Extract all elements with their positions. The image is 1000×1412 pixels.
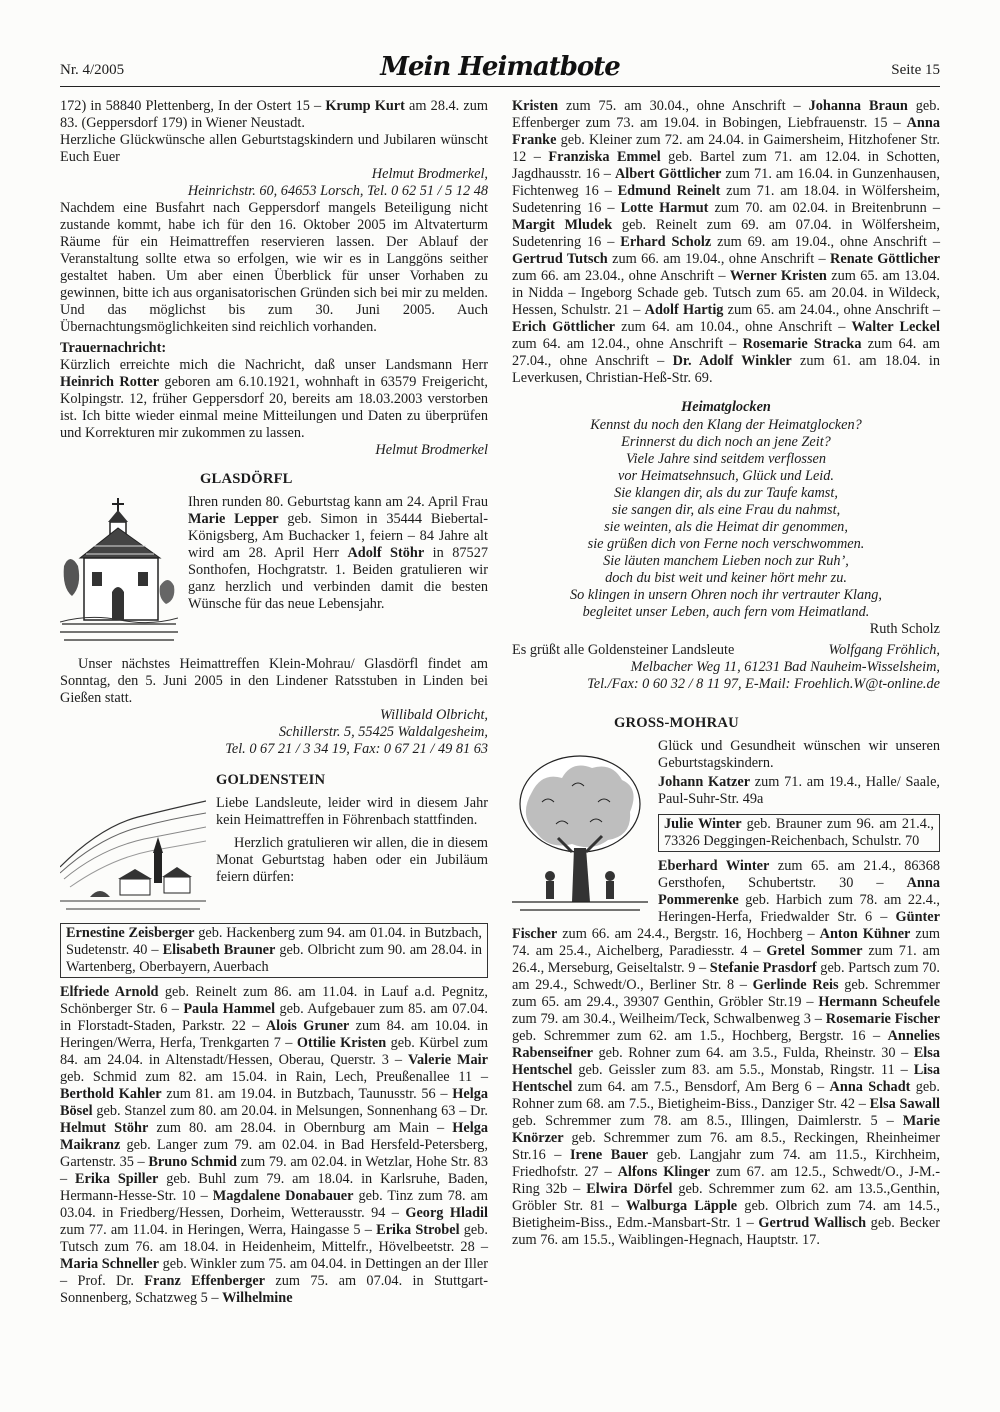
- poem-line: Sie klangen dir, als du zur Taufe kamst,: [614, 485, 838, 501]
- person-name: Stefanie Prasdorf: [709, 960, 817, 976]
- signature-name: Wolfgang Fröhlich,: [828, 642, 940, 658]
- person-name: Helga Bösel: [60, 1086, 488, 1119]
- poem-line: Kennst du noch den Klang der Heimatglocken?: [590, 417, 862, 433]
- goldenstein-congrats: Herzlich gratulieren wir allen, die in diesem Monat Geburtstag haben oder ein Jubiläum feiern dürfen:: [216, 835, 488, 885]
- greeting-text: [512, 642, 940, 659]
- birthday-list-continued: Kristen zum 75. am 30.04., ohne Anschrift – Johanna Braun geb. Effenberger zum 73. am 19.04. in Bobingen, Liebfrauenstr. 15 – Anna Franke geb. Kleiner zum 72. am 24.04. in Gaimersheim, Hitzhofener Str. 12 – Franziska Emmel geb. Bartel zum 71. am 12.04. in Schotten, Jagdhausstr. 16 – Albert Göttlicher zum 71. am 16.04. in Gunzenhausen, Fichtenweg 16 – Edmund Reinelt zum 71. am 18.04. in Wölfersheim, Sudetenring 16 – Lotte Harmut zum 70. am 02.04. in Breitenbrunn – Margit Mludek geb. Reinelt zum 69. am 07.04. in Wölfersheim, Sudetenring 16 – Erhard Scholz zum 69. am 19.04., ohne Anschrift – Gertrud Tutsch zum 66. am 19.04., ohne Anschrift – Renate Göttlicher zum 66. am 23.04., ohne Anschrift – Werner Kristen zum 65. am 13.04. in Nidda – Ingeborg Schade geb. Tutsch zum 65. am 20.04. in Wildeck, Hessen, Schulstr. 21 – Adolf Hartig zum 65. am 24.04., ohne Anschrift – Erich Göttlicher zum 64. am 10.04., ohne Anschrift – Walter Leckel zum 64. am 12.04., ohne Anschrift – Rosemarie Stracka zum 64. am 27.04., ohne Anschrift – Dr. Adolf Winkler zum 61. am 18.04. in Leverkusen, Christian-Heß-Str. 69.: [512, 98, 941, 386]
- person-name: Anton Kühner: [819, 926, 911, 942]
- person-name: Elsa Sawall: [869, 1096, 941, 1112]
- tree-illustration: [512, 752, 648, 914]
- person-name: Gertrud Wallisch: [758, 1215, 867, 1231]
- glasdoerfl-paragraph: Ihren runden 80. Geburtstag kann am 24. April Frau Marie Lepper geb. Simon in 35444 Biebertal-Königsberg, Am Buchacker 1, feiern – 84 Jahre alt wird am 28. April Herr Adolf Stöhr in 87527 Sonthofen, Hochgratstr. 1. Beiden gratulieren wir ganz herzlich und verbinden damit die besten Wünsche für das neue Lebensjahr.: [188, 494, 489, 612]
- busfahrt-paragraph: Nachdem eine Busfahrt nach Geppersdorf mangels Beteiligung nicht zustande kommt, habe ich für den 16. Oktober 2005 im Altvaterturm Räume für ein Heimattreffen reservieren lassen. Der Ablauf der Veranstaltung sollte etwa so erfolgen, wie wir es in Langgöns seither gestaltet haben. Um aber einen Überblick für unser Vorhaben zu gewinnen, bitte ich aus organisatorischen Gründen sich bei mir zu melden. Und das möglichst bis zum 30. Juni 2005. Auch Übernachtungsmöglichkeiten sind reichlich vorhanden.: [60, 200, 488, 335]
- section-title-glasdoerfl: GLASDÖRFL: [200, 471, 293, 487]
- person-name: Bruno Schmid: [148, 1154, 237, 1170]
- poem-author: Ruth Scholz: [869, 621, 940, 637]
- person-name: Anna Pommerenke: [658, 875, 940, 908]
- signature-address: Heinrichstr. 60, 64653 Lorsch, Tel. 0 62 51 / 5 12 48: [187, 183, 488, 199]
- poem-line: So klingen in unsern Ohren noch ihr vertrauter Klang,: [570, 587, 882, 603]
- person-name: Kristen: [512, 98, 559, 114]
- gross-mohrau-highlight-box: [658, 814, 940, 852]
- poem-line: vor Heimatsehnsuch, Glück und Leid.: [617, 468, 834, 484]
- poem-lines: [512, 417, 940, 621]
- person-name: Ernestine Zeisberger: [66, 925, 195, 941]
- poem-line: Sie läuten manchem Lieben noch zur Ruh’,: [603, 553, 849, 569]
- poem-line: doch du bist weit und keiner hört mehr zu.: [605, 570, 847, 586]
- gross-mohrau-intro: Glück und Gesundheit wünschen wir unseren Geburtstagskindern.: [658, 738, 940, 771]
- person-name: Maria Schneller: [60, 1256, 159, 1272]
- poem-line: sie grüßen dich von Ferne noch verschwommen.: [587, 536, 865, 552]
- person-name: Walter Leckel: [851, 319, 940, 335]
- village-illustration: [60, 797, 206, 917]
- person-name: Helmut Stöhr: [60, 1120, 149, 1136]
- person-name: Julie Winter: [664, 816, 742, 832]
- person-name: Hermann Scheufele: [818, 994, 940, 1010]
- person-name: Albert Göttlicher: [614, 166, 722, 182]
- person-name: Elwira Dörfel: [586, 1181, 673, 1197]
- person-name: Helga Maikranz: [60, 1120, 489, 1153]
- person-name: Magdalene Donabauer: [212, 1188, 354, 1204]
- person-name: Elfriede Arnold: [60, 984, 159, 1000]
- left-column: [60, 98, 488, 1307]
- person-name: Margit Mludek: [512, 217, 613, 233]
- person-name: Irene Bauer: [569, 1147, 649, 1163]
- person-name: Adolf Stöhr: [347, 545, 425, 561]
- person-name: Rosemarie Fischer: [825, 1011, 940, 1027]
- person-name: Berthold Kahler: [60, 1086, 162, 1102]
- person-name: Wilhelmine: [222, 1290, 293, 1306]
- issue-number: Nr. 4/2005: [60, 62, 125, 78]
- page-header: [60, 52, 940, 88]
- goldenstein-intro: Liebe Landsleute, leider wird in diesem Jahr kein Heimattreffen in Föhrenbach stattfinden.: [216, 795, 488, 828]
- intro-paragraph: 172) in 58840 Plettenberg, In der Ostert 15 – Krump Kurt am 28.4. zum 83. (Geppersdorf 179) in Wiener Neustadt.: [60, 98, 489, 131]
- signature-address: Melbacher Weg 11, 61231 Bad Nauheim-Wisselsheim,: [630, 659, 940, 675]
- person-name: Johanna Braun: [808, 98, 908, 114]
- greeting-line: Es grüßt alle Goldensteiner Landsleute: [512, 642, 735, 658]
- person-name: Walburga Läpple: [625, 1198, 738, 1214]
- poem-line: Erinnerst du dich noch an jene Zeit?: [621, 434, 831, 450]
- poem-line: sie weinten, als die Heimat dir genommen,: [604, 519, 848, 535]
- poem-line: sie sangen dir, als eine Frau du nahmst,: [611, 502, 841, 518]
- gross-mohrau-list: Eberhard Winter zum 65. am 21.4., 86368 Gersthofen, Schubertstr. 30 – Anna Pommerenke geb. Harbich zum 78. am 22.4., Heringen-Herfa, Friedwalder Str. 6 – Günter Fischer zum 66. am 24.4., Bergstr. 16, Hochberg – Anton Kühner zum 74. am 25.4., Aichelberg, Paradiesstr. 4 – Gretel Sommer zum 71. am 26.4., Merseburg, Geiseltalstr. 9 – Stefanie Prasdorf geb. Partsch zum 70. am 29.4., Schwedt/O., Berliner Str. 8 – Gerlinde Reis geb. Schremmer zum 65. am 29.4., 39307 Genthin, Gröbler Str.19 – Hermann Scheufele zum 79. am 30.4., Weilheim/Teck, Schwalbenweg 3 – Rosemarie Fischer geb. Schremmer zum 62. am 1.5., Hochberg, Bergstr. 16 – Annelies Rabenseifner geb. Rohner zum 64. am 3.5., Fulda, Rheinstr. 30 – Elsa Hentschel geb. Geissler zum 83. am 5.5., Monstab, Ringstr. 11 – Lisa Hentschel zum 64. am 7.5., Bensdorf, Am Berg 6 – Anna Schadt geb. Rohner zum 68. am 7.5., Bietigheim-Biss., Danziger Str. 42 – Elsa Sawall geb. Schremmer zum 78. am 8.5., Illingen, Daimlerstr. 5 – Marie Knörzer geb. Schremmer zum 76. am 8.5., Reckingen, Rheinheimer Str.16 – Irene Bauer geb. Langjahr zum 74. am 11.5., Kirchheim, Friedhofstr. 27 – Alfons Klinger zum 67. am 12.5., Schwedt/O., J-M.-Ring 32b – Elwira Dörfel geb. Schremmer zum 62. am 13.5.,Genthin, Gröbler Str. 81 – Walburga Läpple geb. Olbrich zum 74. am 14.5., Bietigheim-Biss., Edm.-Mansbart-Str. 1 – Gertrud Wallisch geb. Becker zum 76. am 15.5., Waiblingen-Hegnach, Hauptstr. 17.: [512, 858, 941, 1248]
- trauer-paragraph: Kürzlich erreichte mich die Nachricht, daß unser Landsmann Herr Heinrich Rotter geboren am 6.10.1921, wohnhaft in 63579 Freigericht, Kolpingstr. 12, früher Geppersdorf 20, bereits am 18.03.2003 verstorben ist. Ich bitte wieder einmal meine Mitteilungen und Daten zu überprüfen und Korrekturen mir zukommen zu lassen.: [60, 357, 489, 441]
- gross-mohrau-highlight-text: Julie Winter geb. Brauner zum 96. am 21.4., 73326 Deggingen-Reichenbach, Schulstr. 70: [664, 816, 935, 849]
- person-name: Anna Schadt: [829, 1079, 911, 1095]
- person-name: Erhard Scholz: [620, 234, 712, 250]
- person-name: Eberhard Winter: [658, 858, 770, 874]
- signature-name: Helmut Brodmerkel,: [371, 166, 488, 182]
- right-column: [512, 98, 940, 1249]
- person-name: Elisabeth Brauner: [162, 942, 276, 958]
- person-name: Werner Kristen: [729, 268, 827, 284]
- section-title-gross-mohrau: GROSS-MOHRAU: [614, 715, 739, 731]
- chapel-illustration: [60, 496, 178, 648]
- masthead-logo: Mein Heimatbote: [380, 52, 620, 82]
- gross-mohrau-first: Johann Katzer zum 71. am 19.4., Halle/ Saale, Paul-Suhr-Str. 49a: [658, 774, 940, 807]
- trauer-heading: Trauernachricht:: [60, 340, 167, 356]
- person-name: Günter Fischer: [512, 909, 940, 942]
- person-name: Erika Strobel: [376, 1222, 460, 1238]
- person-name: Lisa Hentschel: [512, 1062, 940, 1095]
- person-name: Alfons Klinger: [617, 1164, 711, 1180]
- birthday-highlight-box: [60, 923, 488, 978]
- person-name: Ottilie Kristen: [296, 1035, 387, 1051]
- signature-contact: Tel./Fax: 0 60 32 / 8 11 97, E-Mail: Froehlich.W@t-online.de: [587, 676, 940, 692]
- person-name: Paula Hammel: [183, 1001, 276, 1017]
- header-rule: [60, 86, 940, 87]
- person-name: Gerlinde Reis: [752, 977, 839, 993]
- person-name: Anna Franke: [512, 115, 940, 148]
- wishes-text: Herzliche Glückwünsche allen Geburtstagskindern und Jubilaren wünscht Euch Euer: [60, 132, 488, 165]
- person-name: Valerie Mair: [407, 1052, 488, 1068]
- person-name: Renate Göttlicher: [830, 251, 941, 267]
- poem-line: begleitet unser Leben, auch fern vom Heimatland.: [582, 604, 870, 620]
- person-name: Krump Kurt: [325, 98, 405, 114]
- poem-heimatglocken: [512, 399, 940, 621]
- person-name: Elsa Hentschel: [512, 1045, 940, 1078]
- signature-name: Helmut Brodmerkel: [375, 442, 488, 458]
- person-name: Erika Spiller: [75, 1171, 159, 1187]
- person-name: Gretel Sommer: [766, 943, 863, 959]
- birthday-list: Elfriede Arnold geb. Reinelt zum 86. am 11.04. in Lauf a.d. Pegnitz, Schönberger Str. 6 – Paula Hammel geb. Aufgebauer zum 85. am 07.04. in Florstadt-Staden, Parkstr. 22 – Alois Gruner zum 84. am 10.04. in Heringen/Werra, Herfa, Trenkgarten 7 – Ottilie Kristen geb. Kürbel zum 84. am 24.04. in Altenstadt/Hessen, Oberau, Querstr. 3 – Valerie Mair geb. Schmid zum 82. am 15.04. in Rain, Lech, Preußenallee 11 – Berthold Kahler zum 81. am 19.04. in Butzbach, Taunusstr. 56 – Helga Bösel geb. Stanzel zum 80. am 20.04. in Melsungen, Sonnenhang 63 – Dr. Helmut Stöhr zum 80. am 28.04. in Obernburg am Main – Helga Maikranz geb. Langer zum 79. am 02.04. in Bad Hersfeld-Petersberg, Gartenstr. 35 – Bruno Schmid zum 79. am 02.04. in Wetzlar, Hohe Str. 83 – Erika Spiller geb. Buhl zum 79. am 18.04. in Karlsruhe, Baden, Hermann-Hesse-Str. 10 – Magdalene Donabauer geb. Tinz zum 78. am 03.04. in Friedberg/Hessen, Dorheim, Wetterausstr. 94 – Georg Hladil zum 77. am 11.04. in Heringen, Werra, Haingasse 5 – Erika Strobel geb. Tutsch zum 76. am 18.04. in Heidenheim, Mittelfr., Hövelbeetstr. 28 – Maria Schneller geb. Winkler zum 75. am 04.04. in Dettingen an der Iller – Prof. Dr. Franz Effenberger zum 75. am 07.04. in Stuttgart-Sonnenberg, Schatzweg 5 – Wilhelmine: [60, 984, 489, 1306]
- person-name: Johann Katzer: [658, 774, 751, 790]
- person-name: Alois Gruner: [265, 1018, 350, 1034]
- person-name: Marie Knörzer: [512, 1113, 940, 1146]
- person-name: Gertrud Tutsch: [512, 251, 608, 267]
- person-name: Dr. Adolf Winkler: [672, 353, 792, 369]
- poem-line: Viele Jahre sind seitdem verflossen: [625, 451, 827, 467]
- person-name: Annelies Rabenseifner: [512, 1028, 940, 1061]
- person-name: Heinrich Rotter: [60, 374, 160, 390]
- person-name: Edmund Reinelt: [617, 183, 721, 199]
- signature-phone: Tel. 0 67 21 / 3 34 19, Fax: 0 67 21 / 49 81 63: [225, 741, 488, 757]
- person-name: Lotte Harmut: [620, 200, 709, 216]
- person-name: Erich Göttlicher: [512, 319, 616, 335]
- person-name: Georg Hladil: [405, 1205, 488, 1221]
- section-title-goldenstein: GOLDENSTEIN: [216, 772, 326, 788]
- person-name: Adolf Hartig: [644, 302, 724, 318]
- person-name: Marie Lepper: [188, 511, 279, 527]
- person-name: Franziska Emmel: [548, 149, 661, 165]
- person-name: Rosemarie Stracka: [742, 336, 862, 352]
- poem-title: Heimatglocken: [681, 399, 771, 415]
- signature-address: Schillerstr. 5, 55425 Waldalgesheim,: [278, 724, 488, 740]
- glasdoerfl-treffen: Unser nächstes Heimattreffen Klein-Mohrau/ Glasdörfl findet am Sonntag, den 5. Juni 2005 in den Lindener Ratsstuben in Linden bei Gießen statt.: [60, 656, 488, 706]
- birthday-highlight-text: Ernestine Zeisberger geb. Hackenberg zum 94. am 01.04. in Butzbach, Sudetenstr. 40 – Elisabeth Brauner geb. Olbricht zum 90. am 28.04. in Wartenberg, Oberbayern, Auerbach: [66, 925, 483, 975]
- signature-name: Willibald Olbricht,: [379, 707, 488, 723]
- page-number: Seite 15: [891, 62, 940, 78]
- person-name: Franz Effenberger: [144, 1273, 266, 1289]
